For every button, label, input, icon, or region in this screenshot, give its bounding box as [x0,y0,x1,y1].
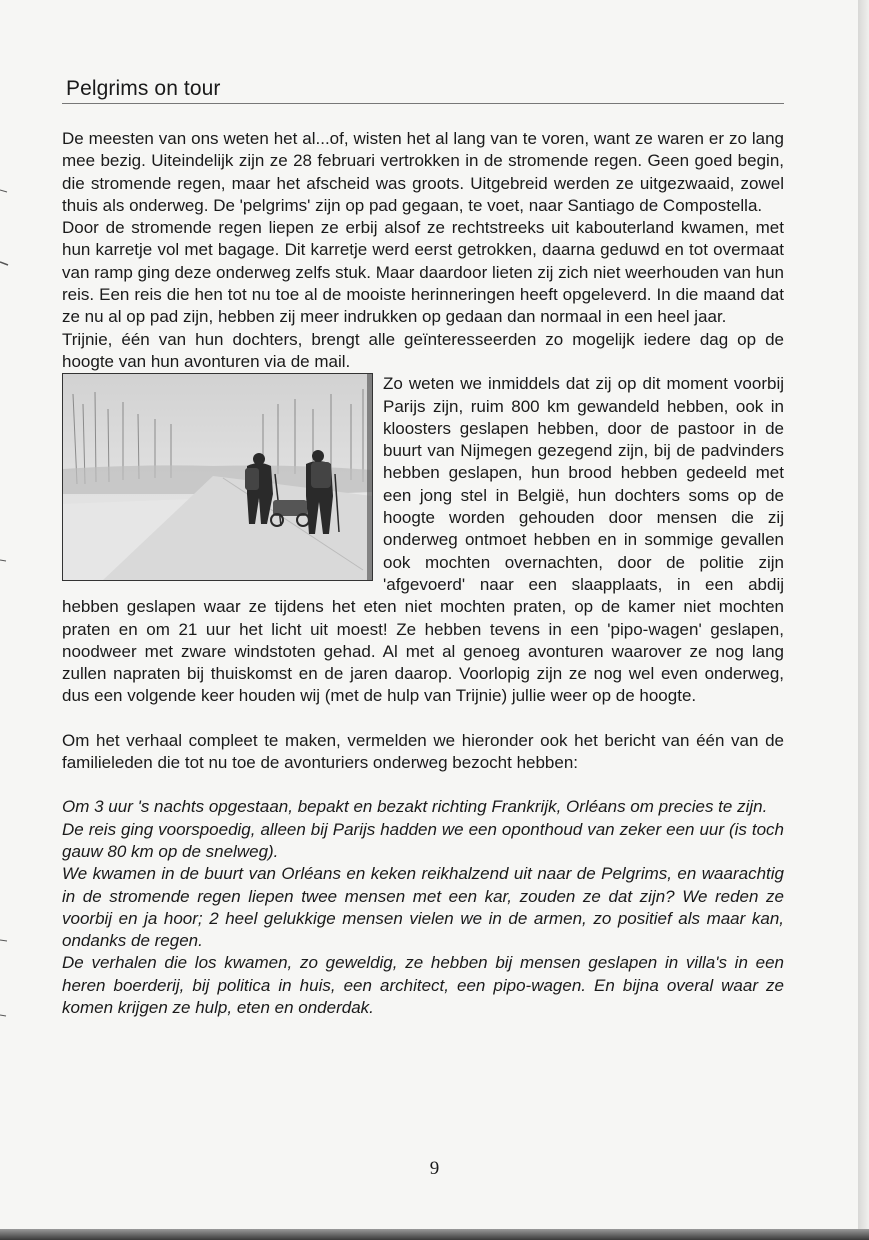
quote-paragraph-2: De reis ging voorspoedig, alleen bij Parijs hadden we een oponthoud van zeker een uur (is toch gauw 80 km op de snelweg). [62,819,784,861]
quote-paragraph-4: De verhalen die los kwamen, zo geweldig, ze hebben bij mensen geslapen in villa's in een heren boerderij, bij politica in huis, een architect, een pipo-wagen. En bijna overal waar ze komen krijgen ze hulp, eten en onderdak. [62,953,784,1017]
article-paragraph-5: Om het verhaal compleet te maken, vermelden we hieronder ook het bericht van één van de familieleden die tot nu toe de avonturiers onderweg bezocht hebben: [62,730,784,773]
paragraph-gap [62,708,784,730]
article-paragraph-1: De meesten van ons weten het al...of, wisten het al lang van te voren, want ze waren er zo lang mee bezig. Uiteindelijk zijn ze 28 februari vertrokken in de stromende regen. Geen goed begin, die stromende regen, maar het afscheid was groots. Uitgebreid werden ze uitgezwaaid, zowel thuis als onderweg. De 'pelgrims' zijn op pad gegaan, te voet, naar Santiago de Compostella. [62,129,784,215]
pilgrims-photo-illustration [63,374,372,580]
quote-paragraph-3: We kwamen in de buurt van Orléans en keken reikhalzend uit naar de Pelgrims, en waarachtig in de stromende regen liepen twee mensen met een kar, zouden ze dat zijn? We reden ze voorbij en ja hoor; 2 heel gelukkige mensen vielen we in de armen, zo positief als maar kan, ondanks de regen. [62,864,784,951]
binding-marks [0,0,12,1240]
header-divider [62,103,784,104]
quote-paragraph-1: Om 3 uur 's nachts opgestaan, bepakt en bezakt richting Frankrijk, Orléans om precies te zijn. [62,797,768,817]
page-edge-shadow [858,0,869,1240]
page-header-title: Pelgrims on tour [66,77,221,100]
article-paragraph-2: Door de stromende regen liepen ze erbij alsof ze rechtstreeks uit kabouterland kwamen, met hun karretje vol met bagage. Dit karretje werd eerst getrokken, daarna geduwd en tot overmaat van ramp ging deze onderweg zelfs stuk. Maar daardoor lieten zij zich niet weerhouden van hun reis. Een reis die hen tot nu toe al de mooiste herinneringen heeft opgeleverd. In die maand dat ze nu al op pad zijn, hebben zij meer indrukken op gedaan dan normaal in een heel jaar. [62,218,784,327]
page-number: 9 [429,1158,440,1179]
scan-bottom-edge [0,1229,869,1240]
article-body [62,128,784,1019]
article-paragraph-3: Trijnie, één van hun dochters, brengt alle geïnteresseerden zo mogelijk iedere dag op de hoogte van hun avonturen via de mail. [62,329,784,371]
pilgrims-photo [62,373,373,581]
article-paragraph-4: Zo weten we inmiddels dat zij op dit moment voorbij Parijs zijn, ruim 800 km gewandeld hebben, ook in kloosters geslapen hebben, door de pastoor in de buurt van Nijmegen gezegend zijn, bij de padvinders hebben geslapen, hun brood hebben gedeeld met een jong stel in België, hun dochters soms op de hoogte worden gehouden door mensen die zij onderweg ontmoet hebben en in sommige gevallen ook mochten overnachten, door de politie zijn 'afgevoerd' naar een slaapplaats, in een abdij hebben geslapen waar ze tijdens het eten niet mochten praten, op de kamer niet mochten praten en om 21 uur het licht uit moest! Ze hebben tevens in een 'pipo-wagen' geslapen, noodweer met zware windstoten gehad. Al met al genoeg avonturen waarover ze nog lang zullen napraten bij thuiskomst en de jaren daarop. Voorlopig zijn ze nog wel even onderweg, dus een volgende keer houden wij (met de hulp van Trijnie) jullie weer op de hoogte. [62,374,784,706]
paragraph-gap [62,774,784,796]
